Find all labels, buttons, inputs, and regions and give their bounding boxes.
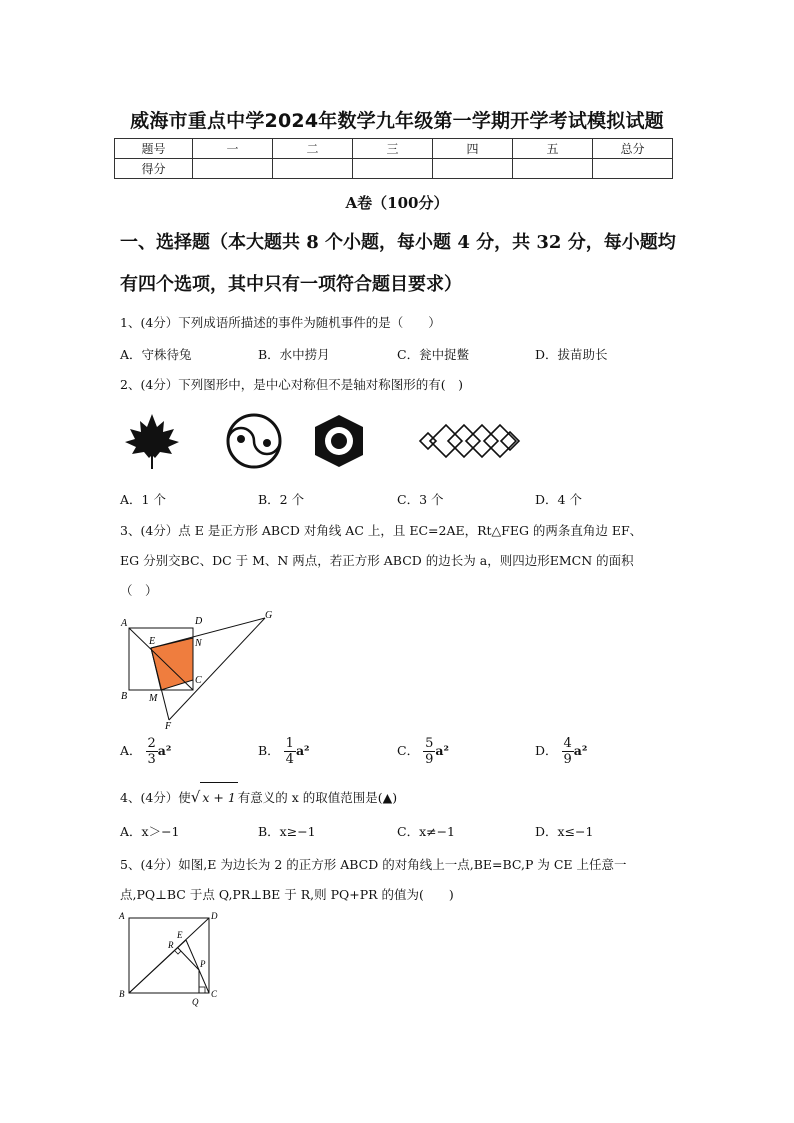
score-cell — [353, 159, 433, 179]
q5-line1: 5、(4分）如图,E 为边长为 2 的正方形 ABCD 的对角线上一点,BE=BC,P 为 CE 上任意一 — [120, 857, 627, 872]
q2-option-b[interactable]: B．2 个 — [258, 492, 305, 507]
score-table-header-row — [115, 139, 673, 159]
page-title: 威海市重点中学2024年数学九年级第一学期开学考试模拟试题 — [130, 110, 664, 132]
q3-figure — [115, 608, 285, 733]
label-E: E — [177, 930, 183, 940]
label-C: C — [195, 675, 202, 686]
q4-stem-post: 有意义的 x 的取值范围是(▲) — [237, 790, 398, 805]
score-cell — [273, 159, 353, 179]
q1-option-a[interactable]: A．守株待兔 — [120, 347, 192, 362]
label-R: R — [168, 940, 174, 950]
label-A: A — [119, 911, 125, 921]
q3-line2: EG 分别交BC、DC 于 M、N 两点，若正方形 ABCD 的边长为 a，则四边形EMCN 的面积 — [120, 553, 634, 568]
fraction-denominator: 9 — [563, 752, 572, 767]
q3-option-b[interactable] — [258, 736, 310, 767]
score-header-cell: 题号 — [115, 139, 193, 159]
label-P: P — [200, 959, 206, 969]
fraction-numerator: 4 — [563, 736, 572, 751]
q3-line1: 3、(4分）点 E 是正方形 ABCD 对角线 AC 上，且 EC=2AE，Rt△FEG 的两条直角边 EF、 — [120, 523, 643, 538]
fraction-numerator: 2 — [147, 736, 156, 751]
score-header-cell: 五 — [513, 139, 593, 159]
fraction — [146, 736, 158, 767]
fraction-numerator: 1 — [285, 736, 294, 751]
sqrt-sign: √ — [190, 788, 201, 806]
q2-option-c[interactable]: C．3 个 — [397, 492, 444, 507]
q3-option-b-tail: a² — [295, 743, 310, 758]
q3-option-b-letter: B． — [258, 743, 280, 758]
q2-figures — [120, 412, 530, 474]
q1-stem: 1、(4分）下列成语所描述的事件为随机事件的是（ ） — [120, 315, 441, 330]
q3-option-c-tail: a² — [435, 743, 449, 758]
label-M: M — [149, 693, 158, 704]
score-row-label: 得分 — [115, 159, 193, 179]
shaded-quadrilateral — [151, 638, 193, 690]
score-cell — [433, 159, 513, 179]
q4-option-b[interactable]: B．x≥−1 — [258, 824, 316, 839]
q4-option-d[interactable]: D．x≤−1 — [535, 824, 594, 839]
fraction-numerator: 5 — [425, 736, 434, 751]
maple-leaf-figure — [125, 414, 179, 469]
fraction-denominator: 3 — [147, 752, 156, 767]
score-header-cell: 一 — [193, 139, 273, 159]
score-header-cell: 四 — [433, 139, 513, 159]
q1-option-c[interactable]: C．瓮中捉鳖 — [397, 347, 470, 362]
q4-option-c[interactable]: C．x≠−1 — [397, 824, 456, 839]
yin-yang-figure — [228, 415, 280, 467]
q3-option-d-tail: a² — [573, 743, 588, 758]
q3-option-a-letter: A． — [120, 743, 142, 758]
q3-option-d[interactable] — [535, 736, 587, 767]
q2-stem: 2、(4分）下列图形中，是中心对称但不是轴对称图形的有( ) — [120, 377, 464, 392]
score-cell — [593, 159, 673, 179]
q4-option-a[interactable]: A．x＞−1 — [120, 824, 180, 839]
q3-option-c[interactable] — [397, 736, 449, 767]
score-cell — [193, 159, 273, 179]
part-one-heading-line2: 有四个选项，其中只有一项符合题目要求） — [120, 274, 462, 295]
label-D: D — [211, 911, 218, 921]
q1-option-b[interactable]: B．水中捞月 — [258, 347, 330, 362]
score-header-cell: 二 — [273, 139, 353, 159]
label-E: E — [149, 636, 156, 647]
q5-line2: 点,PQ⊥BC 于点 Q,PR⊥BE 于 R,则 PQ+PR 的值为( ) — [120, 887, 454, 902]
fraction — [284, 736, 296, 767]
q1-option-d[interactable]: D．拔苗助长 — [535, 347, 608, 362]
score-header-cell: 总分 — [593, 139, 673, 159]
q3-option-a-tail: a² — [157, 743, 172, 758]
fraction-denominator: 4 — [285, 752, 294, 767]
q3-option-d-letter: D． — [535, 743, 558, 758]
hexagon-nut-figure — [315, 415, 363, 467]
diamond-chain-figure — [420, 425, 519, 457]
score-cell — [513, 159, 593, 179]
label-N: N — [195, 638, 202, 649]
part-one-heading-line1: 一、选择题（本大题共 8 个小题，每小题 4 分，共 32 分，每小题均 — [120, 232, 676, 253]
q5-figure — [115, 910, 225, 1010]
label-B: B — [119, 989, 125, 999]
score-header-cell: 三 — [353, 139, 433, 159]
score-table-score-row — [115, 159, 673, 179]
q3-option-c-letter: C． — [397, 743, 420, 758]
label-C: C — [211, 989, 218, 999]
label-G: G — [265, 610, 273, 621]
q2-option-d[interactable]: D．4 个 — [535, 492, 582, 507]
q4-stem — [120, 782, 680, 813]
q4-stem-pre: 4、(4分）使 — [120, 790, 191, 805]
section-a-heading: A卷（100分） — [345, 194, 449, 212]
label-B: B — [121, 691, 128, 702]
label-F: F — [165, 721, 172, 732]
sqrt-radicand: x + 1 — [200, 782, 237, 813]
q3-line3: （ ） — [120, 583, 158, 598]
q3-option-a[interactable] — [120, 736, 171, 767]
fraction — [423, 736, 435, 767]
q2-option-a[interactable]: A．1 个 — [120, 492, 166, 507]
label-A: A — [121, 618, 128, 629]
label-D: D — [195, 616, 203, 627]
fraction — [562, 736, 574, 767]
fraction-denominator: 9 — [425, 752, 434, 767]
label-Q: Q — [192, 997, 199, 1007]
score-table — [114, 138, 673, 179]
